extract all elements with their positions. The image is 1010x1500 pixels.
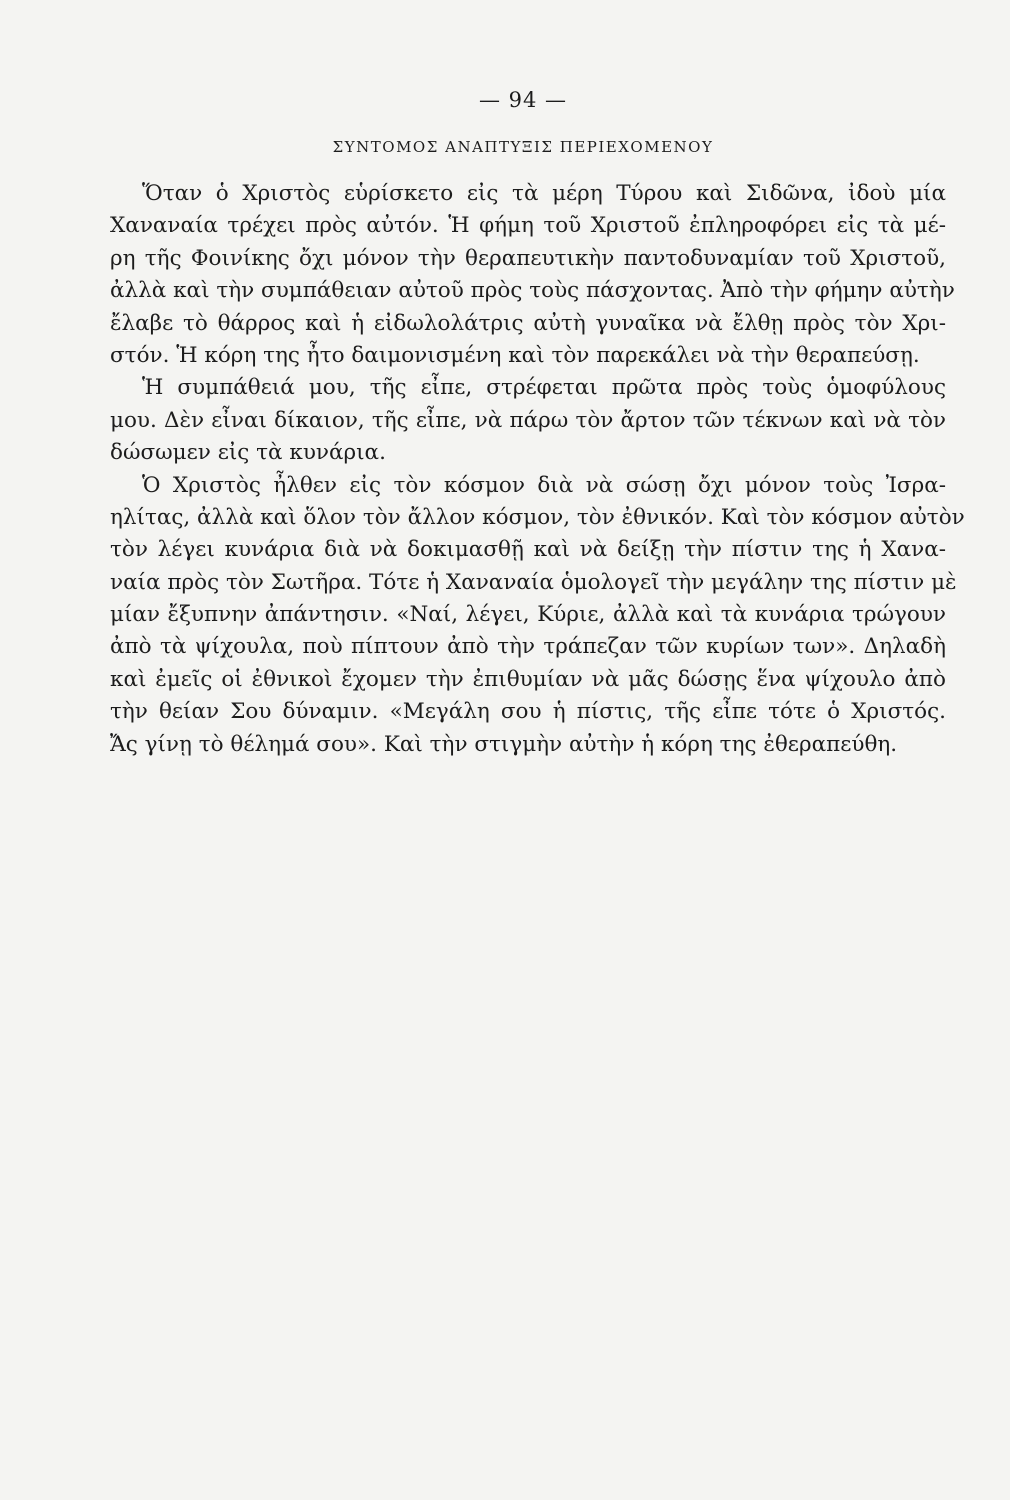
text-line: μου. Δὲν εἶναι δίκαιον, τῆς εἶπε, νὰ πάρω τὸν ἄρτον τῶν τέκνων καὶ νὰ τὸν	[110, 407, 946, 433]
paragraph	[110, 178, 955, 372]
text-line: ἔλαβε τὸ θάρρος καὶ ἡ εἰδωλολάτρις αὐτὴ γυναῖκα νὰ ἔλθῃ πρὸς τὸν Χρι-	[110, 310, 946, 336]
text-line: Ἄς γίνῃ τὸ θέλημά σου». Καὶ τὴν στιγμὴν αὐτὴν ἡ κόρη της ἐθεραπεύθη.	[110, 731, 898, 757]
text-line: Ἡ συμπάθειά μου, τῆς εἶπε, στρέφεται πρῶτα πρὸς τοὺς ὁμοφύλους	[142, 375, 946, 401]
body-text	[110, 178, 965, 761]
text-line: Ὁ Χριστὸς ἦλθεν εἰς τὸν κόσμον διὰ νὰ σώσῃ ὄχι μόνον τοὺς Ἰσρα-	[142, 472, 946, 498]
text-line: τὴν θείαν Σου δύναμιν. «Μεγάλη σου ἡ πίστις, τῆς εἶπε τότε ὁ Χριστός.	[110, 699, 946, 725]
paragraph	[110, 470, 965, 762]
page-number: — 94 —	[478, 88, 568, 112]
text-line: τὸν λέγει κυνάρια διὰ νὰ δοκιμασθῇ καὶ νὰ δείξῃ τὴν πίστιν της ἡ Χανα-	[110, 537, 946, 563]
paragraph	[110, 372, 946, 469]
text-line: στόν. Ἡ κόρη της ἦτο δαιμονισμένη καὶ τὸν παρεκάλει νὰ τὴν θεραπεύσῃ.	[110, 342, 920, 368]
text-line: ἀπὸ τὰ ψίχουλα, ποὺ πίπτουν ἀπὸ τὴν τράπεζαν τῶν κυρίων των». Δηλαδὴ	[110, 634, 946, 660]
text-line: καὶ ἐμεῖς οἱ ἐθνικοὶ ἔχομεν τὴν ἐπιθυμίαν νὰ μᾶς δώσῃς ἕνα ψίχουλο ἀπὸ	[110, 666, 946, 692]
text-line: ηλίτας, ἀλλὰ καὶ ὅλον τὸν ἄλλον κόσμον, τὸν ἐθνικόν. Καὶ τὸν κόσμον αὐτὸν	[110, 504, 965, 530]
section-heading: ΣΥΝΤΟΜΟΣ ΑΝΑΠΤΥΞΙΣ ΠΕΡΙΕΧΟΜΕΝΟΥ	[332, 138, 714, 156]
text-line: ρη τῆς Φοινίκης ὄχι μόνον τὴν θεραπευτικὴν παντοδυναμίαν τοῦ Χριστοῦ,	[110, 245, 946, 271]
text-line: μίαν ἔξυπνην ἀπάντησιν. «Ναί, λέγει, Κύριε, ἀλλὰ καὶ τὰ κυνάρια τρώγουν	[110, 602, 946, 628]
text-line: ναία πρὸς τὸν Σωτῆρα. Τότε ἡ Χαναναία ὁμολογεῖ τὴν μεγάλην της πίστιν μὲ	[110, 569, 957, 595]
text-line: ἀλλὰ καὶ τὴν συμπάθειαν αὐτοῦ πρὸς τοὺς πάσχοντας. Ἀπὸ τὴν φήμην αὐτὴν	[110, 278, 955, 304]
text-line: δώσωμεν εἰς τὰ κυνάρια.	[110, 440, 386, 466]
text-line: Ὅταν ὁ Χριστὸς εὑρίσκετο εἰς τὰ μέρη Τύρου καὶ Σιδῶνα, ἰδοὺ μία	[142, 181, 946, 206]
text-line: Χαναναία τρέχει πρὸς αὐτόν. Ἡ φήμη τοῦ Χριστοῦ ἐπληροφόρει εἰς τὰ μέ-	[110, 213, 946, 239]
